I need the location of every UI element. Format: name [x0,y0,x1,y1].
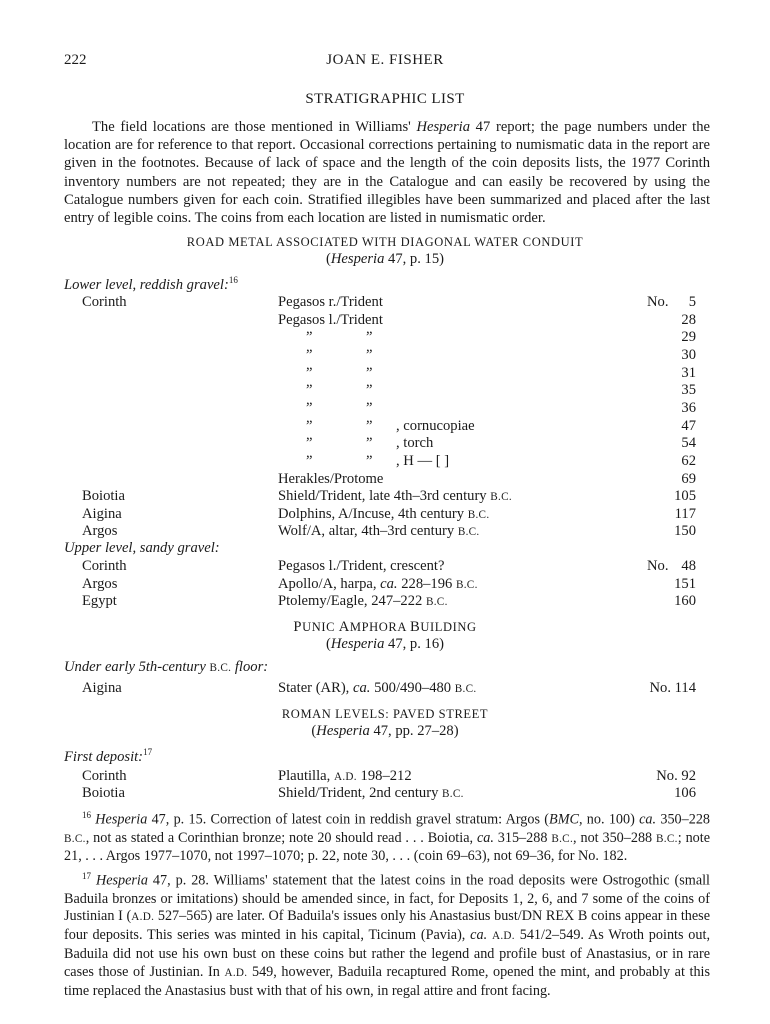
intro-text: 47 report; the page numbers under the location are for reference to that report. Occasional corrections pertaining to numismatic data in the report are given in the footnotes. Because of lack of space and the length of the coin deposits lists, the 1977 Corinth inventory numbers are not repeated; they are in the Catalogue and can easily be recovered by using the Catalogue numbers given for each coin. Stratified illegibles have been summarized and placed after the last entry of legible coins. The coins from each location are listed in numismatic order. [64,119,710,227]
location: Boiotia [82,488,125,504]
running-head-author: JOAN E. FISHER [326,52,444,68]
ditto-mark: ” [366,435,373,451]
catalogue-number: 150 [674,523,696,539]
location: Corinth [82,294,127,310]
coin-description: Pegasos l./Trident, crescent? [278,558,445,574]
stratum-label [64,747,152,766]
coin-description [278,785,464,802]
era-label: B.C. [455,579,478,591]
ditto-mark: ” [366,400,373,416]
coin-description [278,593,448,610]
location: Boiotia [82,785,125,801]
coin-row [0,418,770,436]
ditto-mark: ” [306,400,313,416]
catalogue-number: No. 114 [649,680,696,696]
ditto-mark: ” [366,365,373,381]
era-label: B.C. [467,509,490,521]
coin-row [0,365,770,383]
coin-row [0,680,770,698]
catalogue-number: 62 [681,453,696,469]
ditto-mark: ” [366,418,373,434]
catalogue-number: 54 [681,435,696,451]
catalogue-number: 5 [688,294,696,310]
page-number: 222 [64,52,87,68]
ditto-mark: ” [306,435,313,451]
coin-row [0,294,770,312]
catalogue-number: 36 [681,400,696,416]
catalogue-number: 105 [674,488,696,504]
ditto-mark: ” [306,453,313,469]
stratum-label-text: Under early 5th-century [64,659,210,675]
coin-description-text: 500/490–480 [370,680,455,696]
coin-description [278,488,512,505]
ditto-mark: ” [306,365,313,381]
journal-name: Hesperia [316,723,370,739]
coin-description [278,506,489,523]
ditto-mark: ” [306,418,313,434]
footnote-17 [64,868,710,1000]
circa: ca. [352,680,371,696]
abbreviation: BMC [549,811,579,828]
number-prefix: No. [647,294,669,310]
footnote-text: 47, p. 15. Correction of latest coin in reddish gravel stratum: Argos ( [147,811,550,828]
catalogue-number: 48 [681,558,696,574]
era-label: A.D. [333,771,357,783]
coin-row [0,593,770,611]
era-label: B.C. [551,832,574,845]
subsection-reference: (Hesperia 47, pp. 27–28) [311,723,459,739]
ditto-mark: ” [306,382,313,398]
coin-description-text: Wolf/A, altar, 4th–3rd century [278,523,458,539]
reference-text: 47, pp. 27–28) [369,723,459,739]
coin-description: Pegasos r./Trident [278,294,383,310]
circa: ca. [639,811,657,828]
ditto-mark: ” [366,347,373,363]
coin-description [278,523,480,540]
ditto-mark: ” [366,382,373,398]
journal-name: Hesperia [416,119,470,135]
section-heading: STRATIGRAPHIC LIST [305,91,465,107]
coin-description-suffix: , torch [396,435,434,451]
coin-description-suffix: , cornucopiae [396,418,475,434]
coin-description-text: Stater (AR), [278,680,353,696]
coin-row [0,435,770,453]
journal-name: Hesperia [91,872,148,889]
footnote-text: ; note 21, . . . Argos 1977–1070, not 1997–1070; p. 22, note 30, . . . (coin 69–63), not 69–36, for No. 182. [64,829,711,865]
footnote-text: 549, however, Baduila recaptured Rome, opened the mint, and probably at this time replaced the Anastasius bust with that of his own, in regal attire and front facing. [64,963,710,999]
subsection-reference: (Hesperia 47, p. 16) [326,636,444,652]
footnote-text: 350–228 [656,811,711,828]
footnote-mark: 17 [82,871,91,882]
ditto-mark: ” [366,329,373,345]
era-label: B.C. [442,788,464,800]
coin-row [0,506,770,524]
era-label: B.C. [209,662,232,674]
coin-row [0,523,770,541]
title-letter: B [410,619,421,635]
coin-description-text: 198–212 [356,768,412,784]
catalogue-number: 69 [681,471,696,487]
era-label: A.D. [131,911,155,924]
circa: ca. [476,829,494,846]
footnote-text: 47, p. 28. Williams' statement that the latest coins in the road deposits were Ostrogothic (small Baduila bronzes or imitations) should be amended since, in fact, for Deposits 1, 2, 6, and 7 some of the coins of Justinian I ( [64,872,711,925]
catalogue-number: 35 [681,382,696,398]
coin-description-text: Ptolemy/Eagle, 247–222 [278,593,426,609]
subsection-reference: (Hesperia 47, p. 15) [326,251,444,267]
catalogue-number: 47 [681,418,696,434]
coin-row [0,382,770,400]
footnote-ref: 16 [228,275,238,285]
subsection-title-punic-amphora [0,619,770,636]
location: Corinth [82,558,127,574]
footnote-text: , no. 100) [578,811,640,828]
coin-description-text: Shield/Trident, 2nd century [278,785,443,801]
coin-row [0,576,770,594]
catalogue-number: 106 [674,785,696,801]
footnote-mark: 16 [82,810,91,820]
catalogue-number: 30 [681,347,696,363]
coin-description [278,576,478,593]
coin-description-suffix: , H — [ ] [396,453,450,469]
location: Corinth [82,768,127,784]
era-label: B.C. [425,596,448,608]
catalogue-number: 28 [681,312,696,328]
location: Aigina [82,506,122,522]
location: Egypt [82,593,117,609]
era-label: B.C. [490,491,512,503]
location: Argos [82,523,118,539]
coin-description [278,680,476,697]
footnote-text: 541/2–549. As Wroth points out, Baduila did not use his own bust on these coins but rather the legend and profile bust of Anastasius, or in rare cases those of Justinian. In [64,927,710,980]
ditto-mark: ” [366,453,373,469]
era-label: A.D. [224,966,248,979]
subsection-title-roman-levels: ROMAN LEVELS: PAVED STREET [281,707,489,721]
coin-row [0,768,770,786]
footnotes [64,807,710,1002]
coin-row [0,347,770,365]
era-label: B.C. [656,832,678,845]
number-prefix: No. [647,558,669,574]
era-label: B.C. [454,683,477,695]
title-text: MPHORA [349,620,411,634]
catalogue-number: 117 [674,506,696,522]
coin-description-text: Shield/Trident, late 4th–3rd century [278,488,491,504]
catalogue-number: 31 [681,365,696,381]
era-label: A.D. [491,930,515,943]
ditto-mark: ” [306,329,313,345]
reference-text: 47, p. 15) [384,251,444,267]
title-text: UNIC [302,620,339,634]
catalogue-number: 29 [681,329,696,345]
coin-description-text: Plautilla, [278,768,334,784]
footnote-ref: 17 [143,747,153,757]
intro-paragraph [64,118,710,227]
subsection-title-road-metal: ROAD METAL ASSOCIATED WITH DIAGONAL WATER CONDUIT [186,235,584,249]
stratum-label-text: First deposit: [64,748,144,765]
reference-text: 47, p. 16) [384,636,444,652]
catalogue-number: 151 [674,576,696,592]
coin-row [0,488,770,506]
stratum-label-text: Lower level, reddish gravel: [64,276,229,293]
stratum-label [64,275,238,294]
footnote-text: , not 350–288 [573,829,657,846]
ditto-mark: ” [306,347,313,363]
title-letter: P [293,619,303,635]
coin-description-text: 228–196 [397,576,456,592]
journal-name: Hesperia [330,636,385,652]
intro-text: The field locations are those mentioned in Williams' [92,119,417,135]
title-text: UILDING [420,620,477,634]
location: Argos [82,576,118,592]
circa: ca. [470,927,488,944]
footnote-text: 527–565) are later. Of Baduila's issues only his Anastasius bust/DN REX B coins appear in these four deposits. This series was minted in his capital, Ticinum (Pavia), [64,908,710,944]
title-letter: A [338,619,350,635]
era-label: B.C. [457,526,480,538]
stratum-label: Upper level, sandy gravel: [64,540,220,556]
coin-row [0,453,770,471]
journal-name: Hesperia [91,811,148,828]
coin-row [0,400,770,418]
coin-row [0,471,770,489]
footnote-16 [64,807,710,866]
stratum-label [64,659,268,676]
coin-row [0,312,770,330]
coin-row [0,785,770,803]
coin-row [0,329,770,347]
stratum-label-text: floor: [231,659,269,675]
journal-name: Hesperia [330,251,385,267]
location: Aigina [82,680,122,696]
footnote-text: 315–288 [493,829,552,846]
coin-description: Pegasos l./Trident [278,312,383,328]
footnote-text: , not as stated a Corinthian bronze; note 20 should read . . . Boiotia, [85,829,477,846]
catalogue-number: 160 [674,593,696,609]
coin-description: Herakles/Protome [278,471,384,487]
coin-row [0,558,770,576]
coin-description-text: Apollo/A, harpa, [278,576,381,592]
era-label: B.C. [64,832,86,845]
circa: ca. [380,576,398,592]
coin-description [278,768,412,785]
catalogue-number: No. 92 [656,768,696,784]
coin-description-text: Dolphins, A/Incuse, 4th century [278,506,468,522]
